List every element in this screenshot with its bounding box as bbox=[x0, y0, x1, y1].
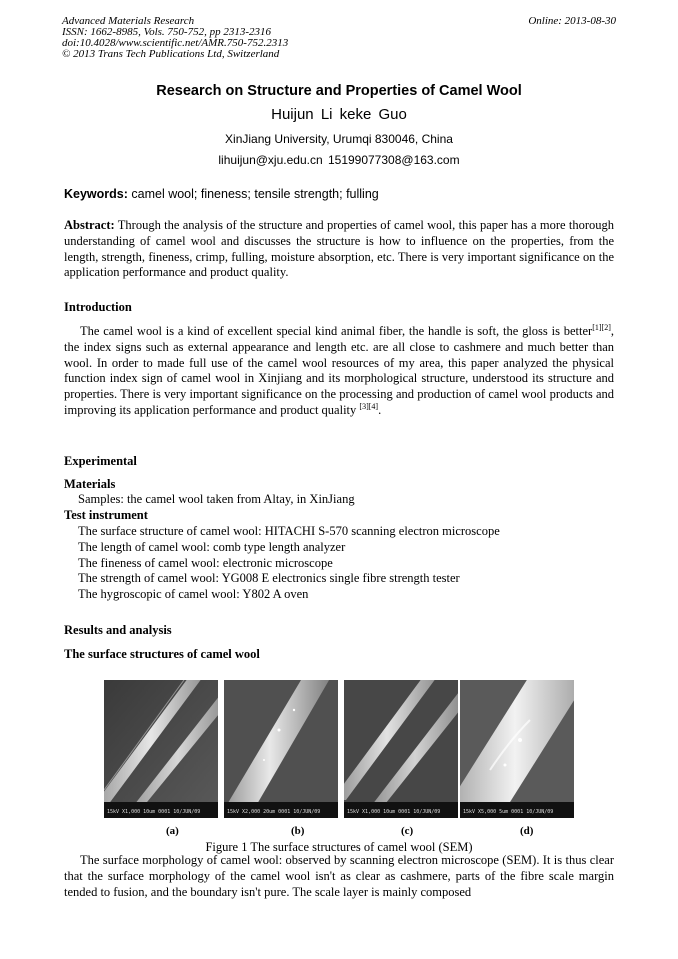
sem-image-c bbox=[344, 680, 458, 818]
intro-ref-a: [1][2] bbox=[592, 322, 611, 332]
sem-info-text: 15kV X1,000 10um 0001 10/JUN/09 bbox=[347, 809, 441, 815]
instrument-item: The fineness of camel wool: electronic microscope bbox=[78, 556, 333, 570]
intro-text-a: The camel wool is a kind of excellent special kind animal fiber, the handle is soft, the gloss is better bbox=[80, 324, 593, 338]
intro-text-b: , the index signs such as external appearance and length etc. are all close to cashmere and much better than wool. In order to made full use of the camel wool resources of my area, this paper analyzed the physical function index sign of camel wool in Xinjiang and its morphological structure, understood its structure and properties. There is very important significance on the processing and production of camel wool products and improving its application performance and product quality bbox=[64, 324, 614, 417]
keywords bbox=[64, 187, 379, 201]
keywords-label: Keywords: bbox=[64, 187, 128, 201]
journal-issn: ISSN: 1662-8985, Vols. 750-752, pp 2313-2316 bbox=[62, 26, 271, 38]
panel-label-c: (c) bbox=[401, 825, 414, 837]
abstract bbox=[64, 218, 614, 281]
results-text: The surface morphology of camel wool: observed by scanning electron microscope (SEM). It is thus clear that the surface morphology of the camel wool isn't as clear as cashmere, parts of the fibre scale margin tended to fusion, and the boundary isn't pure. The scale layer is mainly composed bbox=[64, 853, 614, 899]
abstract-label: Abstract: bbox=[64, 218, 115, 232]
instrument-item: The strength of camel wool: YG008 E electronics single fibre strength tester bbox=[78, 571, 460, 585]
instrument-item: The hygroscopic of camel wool: Y802 A oven bbox=[78, 587, 309, 601]
journal-copyright: © 2013 Trans Tech Publications Ltd, Switzerland bbox=[62, 48, 280, 60]
panel-label-b: (b) bbox=[291, 825, 305, 837]
paper-authors: Huijun Li keke Guo bbox=[271, 106, 407, 123]
journal-name: Advanced Materials Research bbox=[62, 15, 195, 27]
results-heading: Results and analysis bbox=[64, 623, 172, 637]
introduction-text bbox=[64, 324, 614, 419]
panel-label-a: (a) bbox=[166, 825, 179, 837]
intro-text-c: . bbox=[378, 402, 382, 417]
sem-info-text: 15kV X2,000 20um 0001 10/JUN/09 bbox=[227, 809, 321, 815]
keywords-text: camel wool; fineness; tensile strength; fulling bbox=[127, 187, 379, 201]
test-instrument-heading: Test instrument bbox=[64, 508, 148, 522]
sem-image-b bbox=[224, 680, 338, 818]
materials-samples: Samples: the camel wool taken from Altay, in XinJiang bbox=[78, 492, 355, 506]
sem-image-d bbox=[460, 680, 574, 818]
figure-caption: Figure 1 The surface structures of camel wool (SEM) bbox=[205, 840, 473, 854]
paper-title: Research on Structure and Properties of Camel Wool bbox=[156, 83, 522, 99]
instrument-item: The length of camel wool: comb type length analyzer bbox=[78, 540, 346, 554]
journal-doi: doi:10.4028/www.scientific.net/AMR.750-752.2313 bbox=[62, 37, 289, 49]
paper-affiliation: XinJiang University, Urumqi 830046, China bbox=[225, 132, 453, 146]
sem-info-text: 15kV X5,000 5um 0001 10/JUN/09 bbox=[463, 809, 554, 815]
paper-emails: lihuijun@xju.edu.cn 15199077308@163.com bbox=[218, 153, 460, 167]
surface-structures-subheading: The surface structures of camel wool bbox=[64, 647, 260, 661]
sem-image-a bbox=[104, 680, 218, 818]
online-date: Online: 2013-08-30 bbox=[528, 15, 616, 27]
introduction-heading: Introduction bbox=[64, 300, 132, 314]
materials-heading: Materials bbox=[64, 477, 116, 491]
sem-info-text: 15kV X1,000 10um 0001 10/JUN/09 bbox=[107, 809, 201, 815]
experimental-heading: Experimental bbox=[64, 454, 137, 468]
abstract-text: Through the analysis of the structure and properties of camel wool, this paper has a more thorough understanding of camel wool and discusses the structure is how to influence on the properties, from the length, strength, fineness, crimp, fulling, moisture absorption, etc. There is very important significance on the application performance and product quality. bbox=[64, 218, 614, 280]
journal-header bbox=[62, 16, 288, 60]
instrument-item: The surface structure of camel wool: HITACHI S-570 scanning electron microscope bbox=[78, 524, 500, 538]
panel-label-d: (d) bbox=[520, 825, 534, 837]
intro-ref-b: [3][4] bbox=[359, 401, 379, 411]
sem-figure bbox=[104, 680, 574, 818]
